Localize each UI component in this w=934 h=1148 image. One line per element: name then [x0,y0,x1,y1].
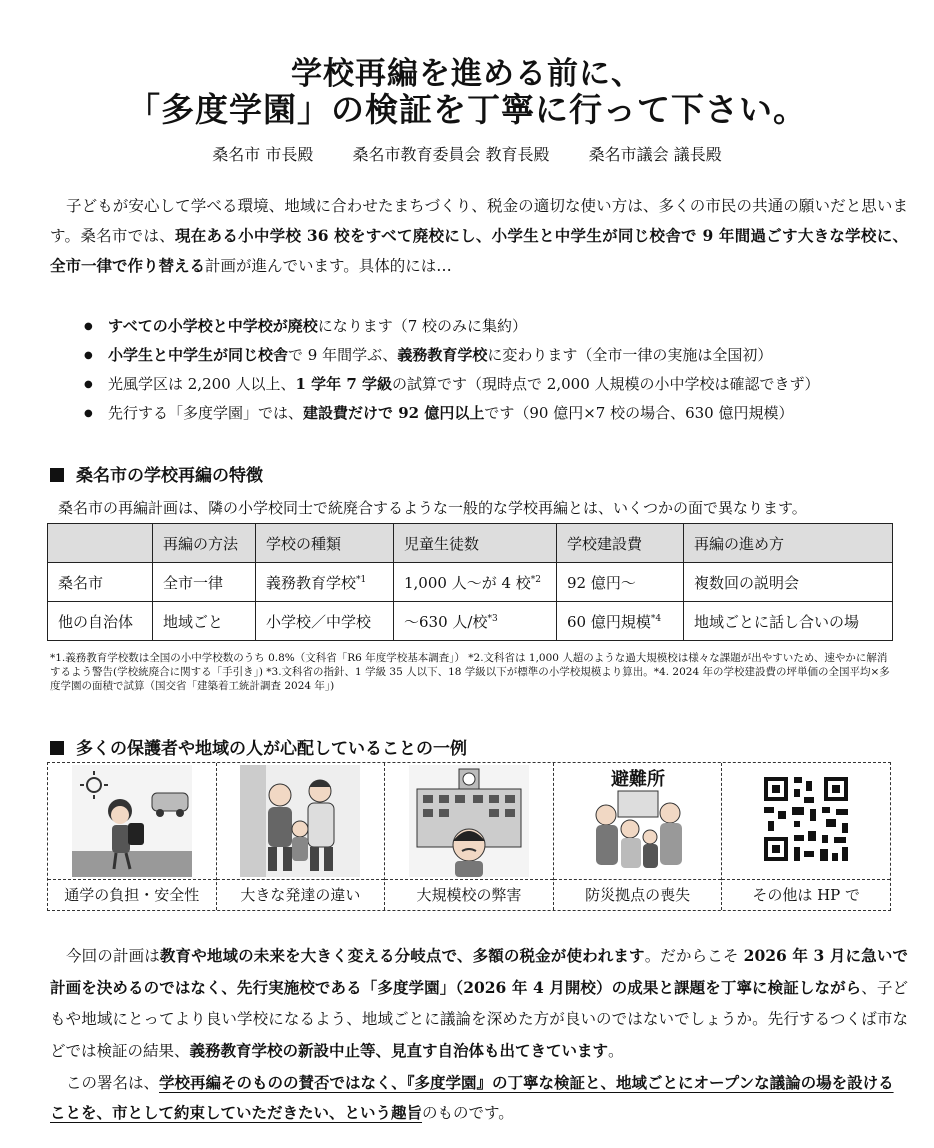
panel-large-school [385,763,554,910]
table-cell [394,602,557,641]
cell-text: 60 億円規模 [567,612,651,631]
large-school-illustration-icon [409,765,529,877]
cell-text: 1,000 人～が 4 校 [404,573,531,592]
evacuation-sign-text: 避難所 [610,769,665,790]
bullet-text: です（90 億円×7 校の場合、630 億円規模） [484,404,794,422]
intro-bold: 現在ある小中学校 36 校をすべて廃校にし、小学生と中学生が同じ校舎で 9 年間過ごす大きな学校に、全市一律で作り替える [50,226,908,275]
bullet-bold: 建設費だけで 92 億円以上 [303,404,485,422]
panel-caption: 大規模校の弊害 [385,879,553,911]
intro-text-1: 子どもが安心して学べる環境、地域に合わせたまちづくり、税金の適切な使い方は、多くの市民の共通の願いだと思います。桑名市では、 [50,197,908,245]
bullet-text: 先行する「多度学園」では、 [108,404,304,422]
evacuation-illustration-icon [578,765,698,877]
table-cell [256,602,394,641]
panel-caption: 通学の負担・安全性 [48,879,216,911]
table-cell [557,602,684,641]
table-row [48,563,893,602]
bullet-item [84,341,904,370]
table-header-row [48,524,893,563]
section-heading-text: 桑名市の学校再編の特徴 [76,466,263,486]
commute-illustration-icon [72,765,192,877]
title-line-1: 学校再編を進める前に、 [291,56,643,92]
title-line-2: 「多度学園」の検証を丁寧に行って下さい。 [127,90,807,129]
bullet-text: に変わります（全市一律の実施は全国初） [487,346,773,364]
closing-bold: 義務教育学校の新設中止等、見直す自治体も出てきています [189,1041,609,1060]
closing-text: 今回の計画は [66,947,160,965]
concern-panels [47,762,891,911]
square-bullet-icon [50,468,64,482]
panel-caption: その他は HP で [722,879,890,911]
intro-text-2: 計画が進んでいます。具体的には… [205,257,452,275]
addressees [0,142,934,165]
table-cell: 他の自治体 [48,602,153,641]
cell-text: 義務教育学校 [266,573,357,592]
closing-bold: 教育や地域の未来を大きく変える分岐点で、多額の税金が使われます [159,946,645,965]
closing-paragraph [50,940,908,1067]
table-cell: 全市一律 [153,563,256,602]
bullet-bold: 義務教育学校 [397,346,488,364]
bullet-bold: 1 学年 7 学級 [295,375,393,393]
footnote-ref: *1 [356,574,367,585]
footnote-ref: *3 [487,613,498,624]
signature-purpose [50,1068,908,1128]
cell-text: 92 億円～ [567,573,636,592]
footnote-ref: *2 [530,574,542,585]
intro-paragraph [50,192,908,281]
bullet-bold: 小学生と中学生が同じ校舎 [108,346,289,364]
table-cell: 地域ごとに話し合いの場 [684,602,893,641]
panel-disaster [554,763,723,910]
cell-text: 小学校／中学校 [266,612,372,631]
cell-text: ～630 人/校 [404,612,488,631]
bullet-item [84,399,904,428]
table-cell: 桑名市 [48,563,153,602]
closing-bold: 2026 年 3 月に急いで計画を決めるのではなく、先行実施校である「多度学園」（2026 年 4 月開校）の成果と課題を丁寧に検証しながら [50,946,908,997]
bullet-text: の試算です（現時点で 2,000 人規模の小中学校は確認できず） [392,375,820,393]
footnote-ref: *4 [650,613,662,624]
table-cell [557,563,684,602]
table-cell: 地域ごと [153,602,256,641]
bullet-text: で 9 年間学ぶ、 [288,346,398,364]
bullet-bold: すべての小学校と中学校が廃校 [108,317,318,335]
table-cell [394,563,557,602]
comparison-table [47,523,893,641]
panel-development [217,763,386,910]
section-heading-text: 多くの保護者や地域の人が心配していることの一例 [76,739,467,759]
table-header [48,524,153,563]
bullet-text: 光風学区は 2,200 人以上、 [108,375,296,393]
panel-caption: 大きな発達の違い [217,879,385,911]
qr-code-icon[interactable] [746,765,866,877]
sign-text: この署名は、 [66,1074,160,1092]
addressee-city-council: 桑名市議会 議長殿 [588,145,722,164]
table-header: 再編の進め方 [684,524,893,563]
age-gap-illustration-icon [240,765,360,877]
addressee-education-board: 桑名市教育委員会 教育長殿 [352,145,550,164]
sign-text: のものです。 [422,1104,514,1122]
bullet-item [84,312,904,341]
table-header: 学校建設費 [557,524,684,563]
plan-bullet-list [84,312,904,428]
closing-text: 。だからこそ [644,947,744,965]
section-heading-concerns [50,734,467,759]
table-header: 再編の方法 [153,524,256,563]
panel-caption: 防災拠点の喪失 [554,879,722,911]
bullet-item [84,370,904,399]
table-footnotes: *1.義務教育学校数は全国の小中学校数のうち 0.8%（文科省「R6 年度学校基本調査」） *2.文科省は 1,000 人超のような過大規模校は様々な課題が出やすいため、速やかに解消するよう警告(学校統廃合に関する「手引き」) *3.文科省の指針、1 学級 35 人以下、18 学級以下が標準の小学校規模より算出。*4. 2024 年の学校建設費の坪単価の全国平均×多度学園の面積で試算（国交省「建築着工統計調査 2024 年」) [50,652,890,692]
panel-more-info [722,763,890,910]
table-header: 児童生徒数 [394,524,557,563]
section-description: 桑名市の再編計画は、隣の小学校同士で統廃合するような一般的な学校再編とは、いくつかの面で異なります。 [58,499,807,517]
table-row [48,602,893,641]
closing-text: 、子どもや地域にとってより良い学校になるよう、地域ごとに議論を深めた方が良いのではないでしょうか。先行するつくば市などでは検証の結果、 [50,979,908,1060]
panel-commute [48,763,217,910]
bullet-text: になります（7 校のみに集約） [317,317,528,335]
section-heading-features [50,461,263,486]
table-header: 学校の種類 [256,524,394,563]
table-cell: 複数回の説明会 [684,563,893,602]
sign-underlined: 学校再編そのものの賛否ではなく、『多度学園』の丁寧な検証と、地域ごとにオープンな議論の場を設けることを、市として約束していただきたい、という趣旨 [50,1073,894,1122]
addressee-mayor: 桑名市 市長殿 [212,145,314,164]
table-cell [256,563,394,602]
square-bullet-icon [50,741,64,755]
closing-text: 。 [608,1042,624,1060]
